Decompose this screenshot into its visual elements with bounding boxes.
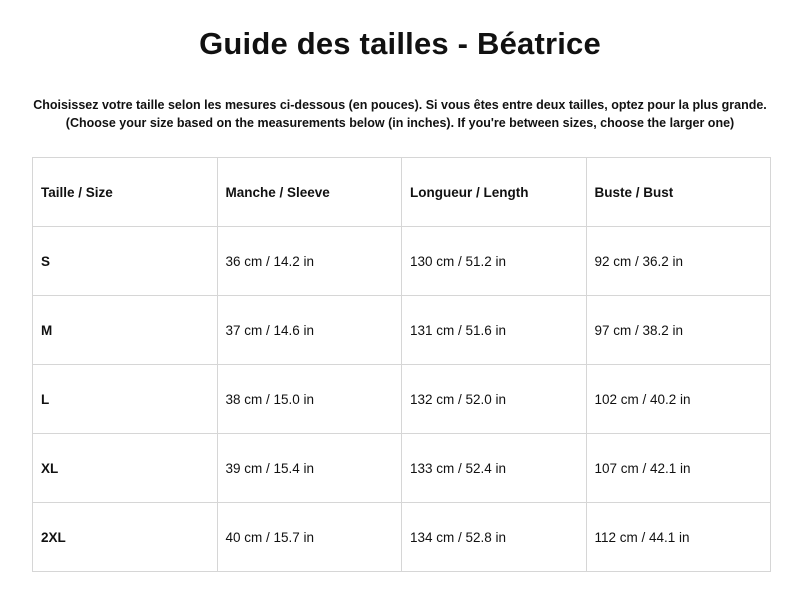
header-bust: Buste / Bust [586,158,771,227]
size-cell: S [33,227,218,296]
size-cell: L [33,365,218,434]
size-cell: 2XL [33,503,218,572]
sleeve-cell: 37 cm / 14.6 in [217,296,402,365]
bust-cell: 102 cm / 40.2 in [586,365,771,434]
header-length: Longueur / Length [402,158,587,227]
table-row [33,434,771,503]
length-cell: 134 cm / 52.8 in [402,503,587,572]
bust-cell: 92 cm / 36.2 in [586,227,771,296]
bust-cell: 112 cm / 44.1 in [586,503,771,572]
length-cell: 133 cm / 52.4 in [402,434,587,503]
sleeve-cell: 38 cm / 15.0 in [217,365,402,434]
intro-text-en: (Choose your size based on the measurements below (in inches). If you're between sizes, choose the larger one) [65,116,735,130]
header-sleeve: Manche / Sleeve [217,158,402,227]
sleeve-cell: 36 cm / 14.2 in [217,227,402,296]
table-row [33,365,771,434]
table-header-row [33,158,771,227]
intro-text [0,96,800,132]
size-cell: M [33,296,218,365]
sleeve-cell: 39 cm / 15.4 in [217,434,402,503]
length-cell: 130 cm / 51.2 in [402,227,587,296]
size-cell: XL [33,434,218,503]
size-chart-table [32,157,771,572]
length-cell: 132 cm / 52.0 in [402,365,587,434]
length-cell: 131 cm / 51.6 in [402,296,587,365]
table-row [33,296,771,365]
table-row [33,227,771,296]
bust-cell: 107 cm / 42.1 in [586,434,771,503]
table-row [33,503,771,572]
sleeve-cell: 40 cm / 15.7 in [217,503,402,572]
intro-text-fr: Choisissez votre taille selon les mesures ci-dessous (en pouces). Si vous êtes entre deux tailles, optez pour la plus grande. [33,98,767,112]
page-title: Guide des tailles - Béatrice [199,26,601,61]
header-size: Taille / Size [33,158,218,227]
bust-cell: 97 cm / 38.2 in [586,296,771,365]
